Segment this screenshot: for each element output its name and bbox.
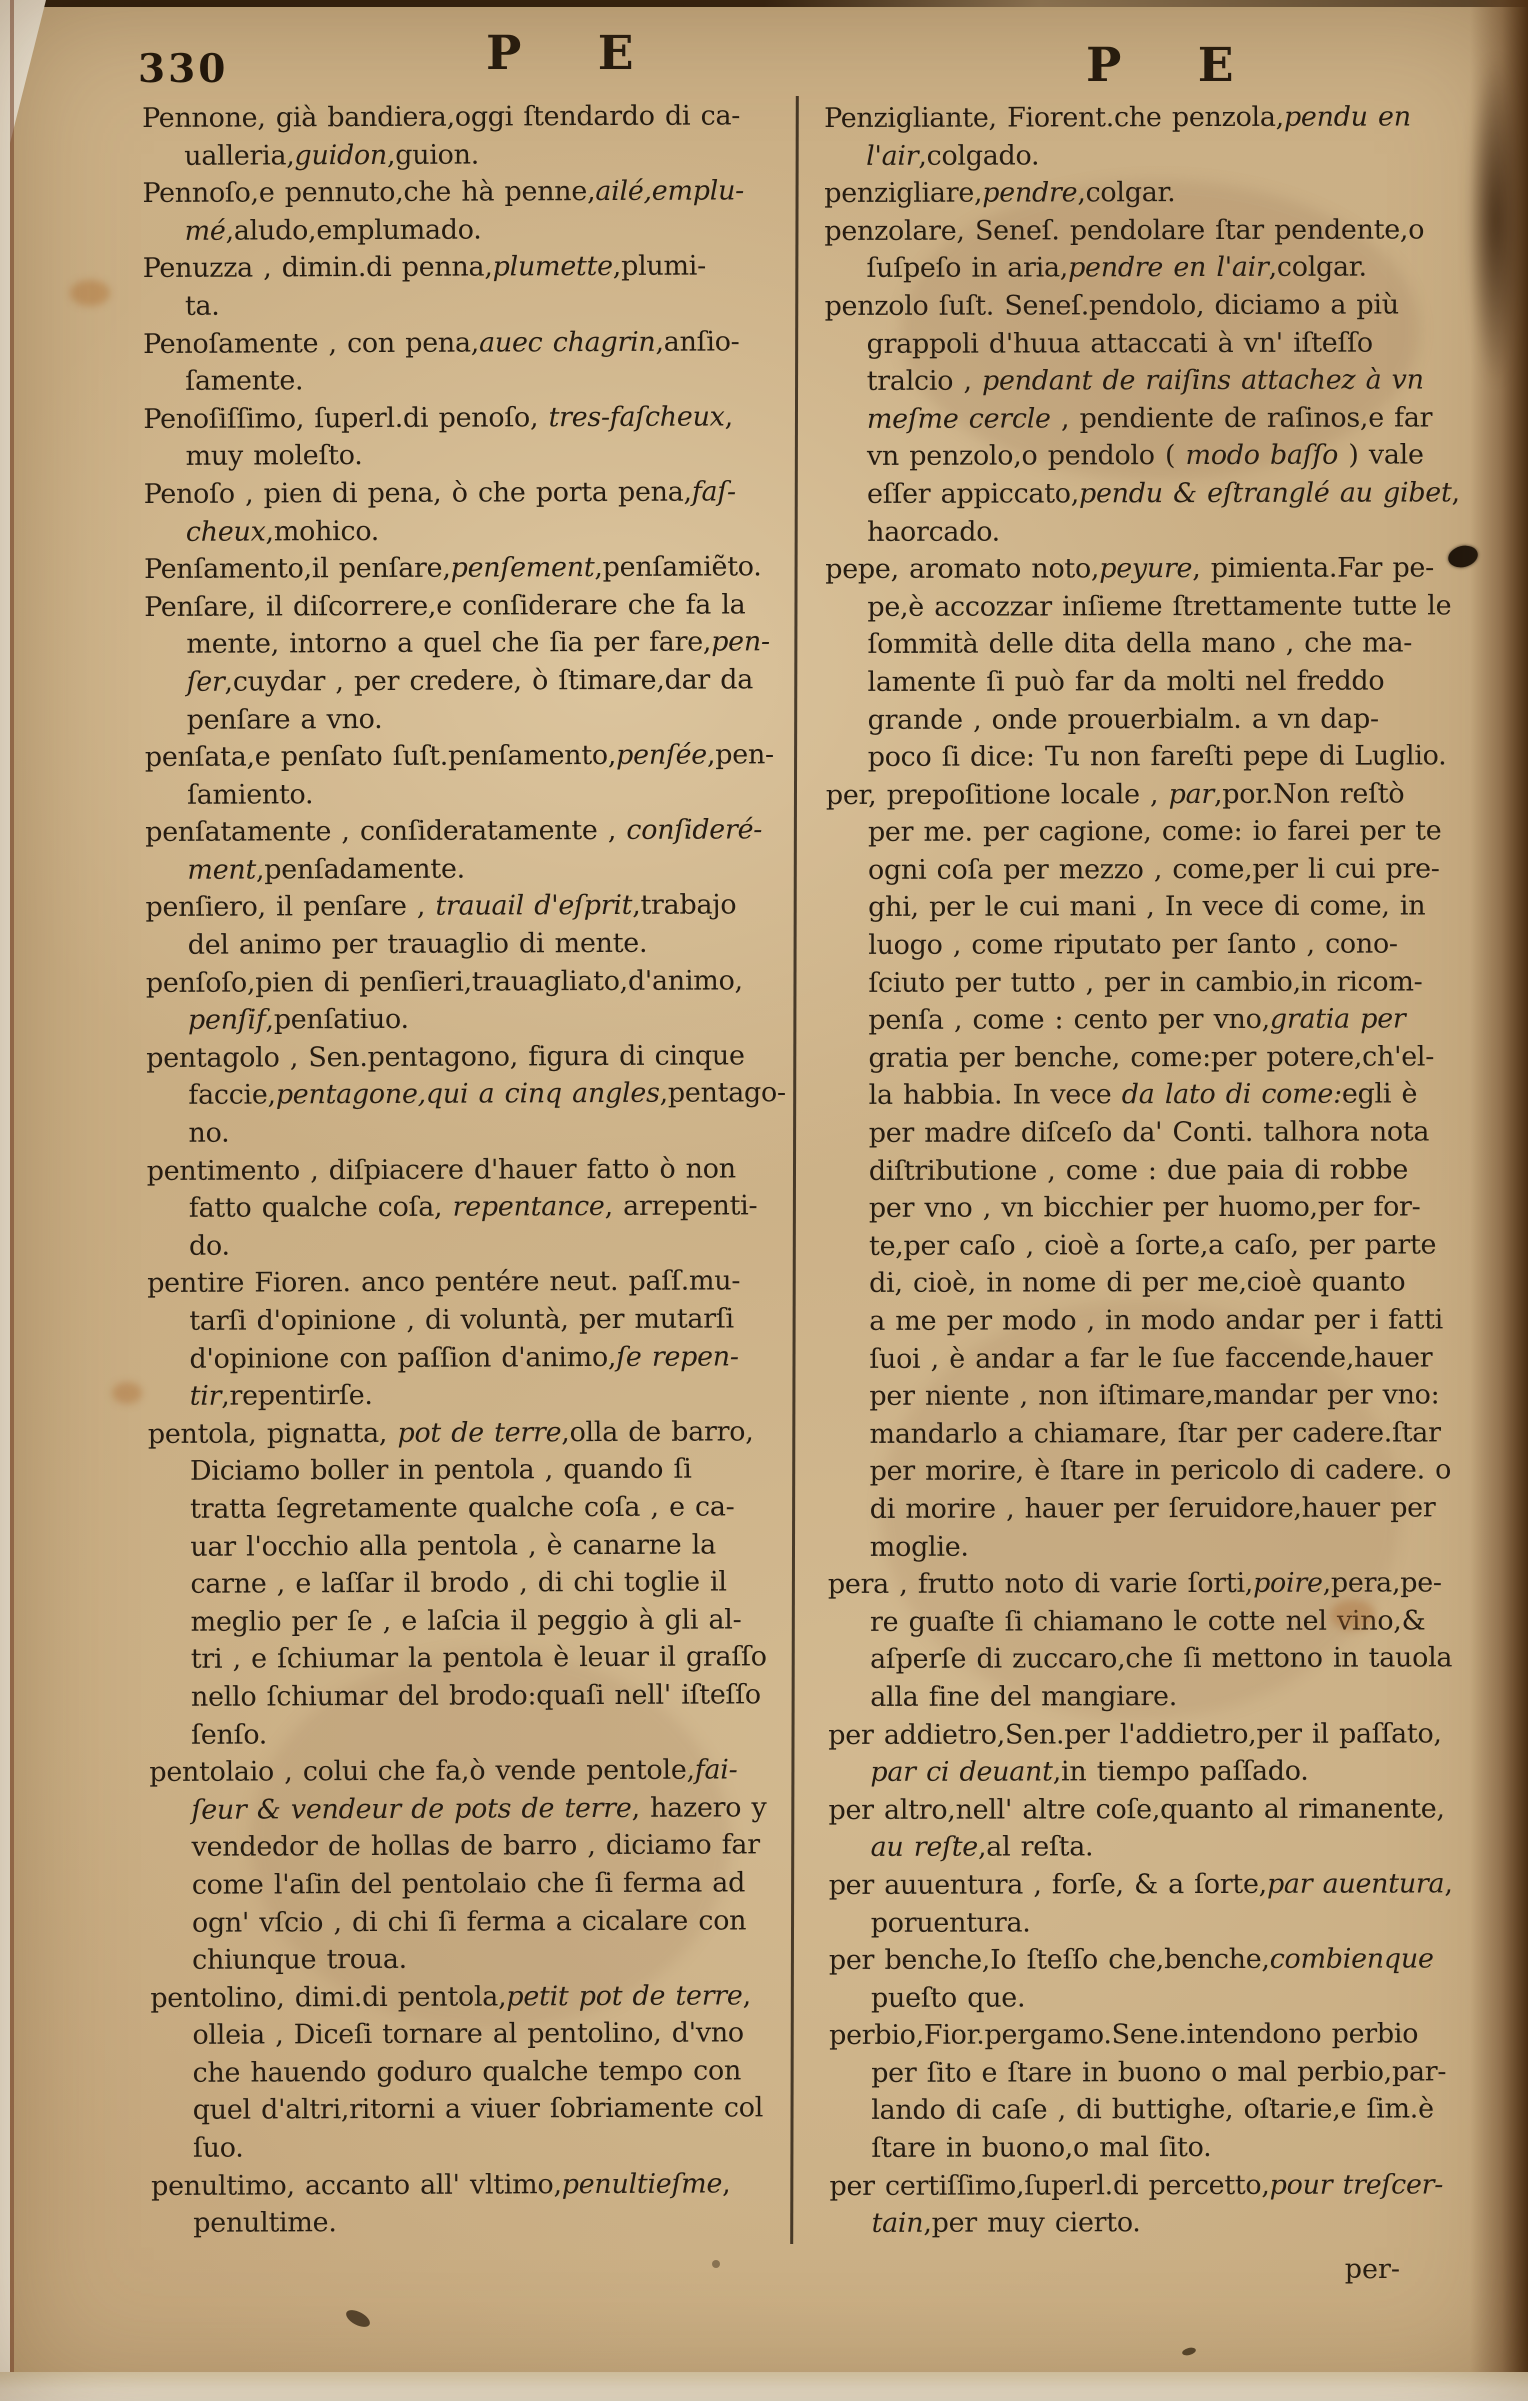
- entry-line: Penoſiſſimo, ſuperl.di penoſo, tres-faſcheux,: [143, 401, 733, 435]
- entry-line: per vno , vn bicchier per huomo,per for-: [868, 1191, 1421, 1225]
- dictionary-entry: [144, 586, 790, 739]
- entry-line: pentolaio , colui che fa,ò vende pentole,fai-: [149, 1754, 738, 1789]
- dictionary-entry: [828, 1790, 1484, 1867]
- entry-line: ſuoi , è andar a far le ſue faccende,hauer: [869, 1342, 1433, 1375]
- entry-line: ſtare in buono,o mal ſito.: [871, 2132, 1212, 2164]
- entry-line: ſuo.: [192, 2132, 244, 2164]
- entry-line: au reſte,al reſta.: [870, 1831, 1094, 1864]
- entry-line: gratia per benche, come:per potere,ch'el-: [868, 1041, 1435, 1074]
- entry-line: lando di caſe , di buttighe, oſtarie,e ſim.è: [871, 2093, 1434, 2127]
- dictionary-entry: [143, 323, 788, 401]
- entry-line: penſare a vno.: [186, 703, 383, 736]
- dictionary-entry: [144, 473, 789, 551]
- entry-line: come l'aſin del pentolaio che ſi ferma ad: [191, 1867, 746, 1901]
- catchword: per-: [1344, 2254, 1400, 2285]
- entry-line: quel d'altri,ritorni a viuer ſobriamente col: [192, 2092, 764, 2127]
- entry-line: grande , onde prouerbialm. a vn dap-: [867, 703, 1379, 736]
- entry-line: grappoli d'huua attaccati à vn' iſteſſo: [866, 327, 1373, 360]
- entry-line: pentola, pignatta, pot de terre,olla de barro,: [147, 1416, 754, 1450]
- entry-line: per, prepoſitione locale , par,por.Non reſtò: [825, 778, 1405, 811]
- dictionary-entry: [145, 736, 790, 814]
- entry-line: Penuzza , dimin.di penna,plumette,plumi-: [142, 250, 706, 285]
- entry-line: ogni coſa per mezzo , come,per li cui pre-: [867, 853, 1440, 886]
- entry-line: Diciamo boller in pentola , quando ſi: [189, 1453, 692, 1488]
- entry-line: penultimo, accanto all' vltimo,penultieſme,: [151, 2168, 731, 2202]
- dictionary-entry: [824, 98, 1480, 175]
- entry-line: do.: [188, 1230, 230, 1262]
- entry-line: ſer,cuydar , per credere, ò ſtimare,dar da: [186, 664, 754, 698]
- entry-line: penſiero, il penſare , trauail d'eſprit,trabajo: [145, 889, 737, 924]
- entry-line: poruentura.: [870, 1906, 1031, 1939]
- entry-line: perbio,Fior.pergamo.Sene.intendono perbio: [829, 2018, 1419, 2052]
- entry-line: meſme cercle , pendiente de raſinos,e far: [866, 402, 1433, 435]
- entry-line: per addietro,Sen.per l'addietro,per il paſſato,: [828, 1717, 1442, 1751]
- dictionary-entry: [829, 1865, 1485, 1942]
- entry-line: penzolo ſuſt. Seneſ.pendolo, diciamo a più: [824, 289, 1399, 322]
- entry-line: per ſito e ſtare in buono o mal perbio,par-: [871, 2056, 1447, 2089]
- entry-line: penzolare, Seneſ. pendolare ſtar pendente,o: [824, 214, 1425, 247]
- entry-line: pera , frutto noto di varie ſorti,poire,pera,pe-: [827, 1567, 1442, 1601]
- entry-line: per auuentura , forſe, & a ſorte,par auentura,: [828, 1868, 1453, 1901]
- entry-line: tain,per muy cierto.: [871, 2207, 1141, 2240]
- entry-line: fatto qualche coſa, repentance, arrepenti-: [188, 1190, 758, 1225]
- dictionary-entry: [829, 1940, 1485, 2017]
- entry-line: ſciuto per tutto , per in cambio,in ricom-: [868, 966, 1423, 999]
- page-left-edge: [0, 0, 10, 2401]
- entry-line: aſperſe di zuccaro,che ſi mettono in tauola: [870, 1642, 1453, 1676]
- entry-line: uar l'occhio alla pentola , è canarne la: [190, 1529, 716, 1563]
- entry-line: diſtributione , come : due paia di robbe: [868, 1154, 1409, 1187]
- entry-line: penſa , come : cento per vno,gratia per: [868, 1003, 1406, 1037]
- running-header-left: P E: [486, 26, 664, 81]
- dictionary-entry: [142, 172, 787, 250]
- ink-speck: [712, 2260, 720, 2268]
- dictionary-entry: [147, 1150, 792, 1266]
- entry-line: pueſto que.: [870, 1982, 1026, 2014]
- entry-line: meglio per ſe , e laſcia il peggio à gli al-: [190, 1604, 742, 1638]
- entry-line: ſeur & vendeur de pots de terre, hazero y: [191, 1792, 767, 1826]
- entry-line: poco ſi dice: Tu non fareſti pepe di Luglio.: [867, 740, 1447, 773]
- ink-speck: [343, 2307, 372, 2331]
- entry-line: haorcado.: [867, 516, 1000, 548]
- dictionary-entry: [829, 2166, 1485, 2243]
- dictionary-entry: [828, 1564, 1484, 1716]
- entry-line: pentire Fioren. anco pentére neut. paſſ.mu-: [147, 1265, 741, 1300]
- entry-line: tri , e ſchiumar la pentola è leuar il graſſo: [190, 1641, 767, 1676]
- dictionary-column-left: [142, 97, 796, 2243]
- entry-line: tarſi d'opinione , di voluntà, per mutarſi: [189, 1303, 734, 1337]
- entry-line: penſata,e penſato ſuſt.penſamento,penſée,pen-: [144, 739, 774, 774]
- dictionary-entry: [144, 548, 789, 588]
- entry-line: per madre diſceſo da' Conti. talhora nota: [868, 1116, 1430, 1149]
- entry-line: nello ſchiumar del brodo:quaſi nell' iſteſſo: [190, 1679, 761, 1713]
- page-bottom-edge: [0, 2372, 1528, 2401]
- dictionary-entry: [143, 398, 788, 476]
- entry-line: mé,aludo,emplumado.: [184, 214, 482, 247]
- entry-line: olleia , Diceſi tornare al pentolino, d'vno: [192, 2017, 744, 2052]
- entry-line: vendedor de hollas de barro , diciamo far: [191, 1829, 760, 1864]
- dictionary-entry: [148, 1413, 794, 1754]
- dictionary-entry: [824, 211, 1480, 288]
- entry-line: Penzigliante, Fiorent.che penzola,pendu en: [824, 101, 1411, 134]
- rust-stain: [70, 280, 110, 306]
- entry-line: mandarlo a chiamare, ſtar per cadere.ſtar: [869, 1417, 1441, 1450]
- entry-line: pentimento , diſpiacere d'hauer fatto ò non: [146, 1153, 736, 1187]
- dictionary-entry: [825, 549, 1482, 776]
- entry-line: carne , e laſſar il brodo , di chi toglie il: [190, 1566, 727, 1600]
- dictionary-entry: [150, 1977, 796, 2168]
- entry-line: ſenſo.: [191, 1719, 268, 1751]
- entry-line: per benche,Io ſteſſo che,benche,combienque: [828, 1943, 1434, 1977]
- dictionary-entry: [143, 248, 788, 326]
- dictionary-entry: [145, 887, 790, 965]
- dictionary-entry: [826, 775, 1484, 1566]
- entry-line: faccie,pentagone,qui a cinq angles,pentago-: [188, 1077, 786, 1112]
- entry-line: di morire , hauer per ſeruidore,hauer per: [869, 1492, 1436, 1525]
- entry-line: d'opinione con paſſion d'animo,ſe repen-: [189, 1341, 739, 1375]
- dictionary-entry: [146, 1037, 791, 1153]
- entry-line: penſatamente , conſideratamente , conſideré-: [145, 814, 763, 849]
- entry-line: Penſare, il diſcorrere,e conſiderare che fa la: [144, 589, 746, 623]
- entry-line: penſoſo,pien di penſieri,trauagliato,d'animo,: [145, 965, 743, 999]
- dictionary-entry: [828, 1715, 1484, 1792]
- rust-stain: [1330, 1600, 1376, 1630]
- entry-line: penſif,penſatiuo.: [187, 1004, 409, 1037]
- entry-line: pepe, aromato noto,peyure, pimienta.Far pe-: [825, 552, 1434, 586]
- entry-line: per certiſſimo,ſuperl.di percetto,pour treſcer-: [829, 2169, 1444, 2202]
- entry-line: chiunque troua.: [192, 1943, 407, 1976]
- entry-line: di, cioè, in nome di per me,cioè quanto: [869, 1266, 1406, 1300]
- entry-line: tralcio , pendant de raiſins attachez à vn: [866, 364, 1424, 398]
- entry-line: moglie.: [869, 1531, 969, 1563]
- entry-line: pe,è accozzar inſieme ſtrettamente tutte le: [867, 590, 1452, 623]
- page-top-edge: [0, 0, 1528, 7]
- entry-line: per altro,nell' altre coſe,quanto al rimanente,: [828, 1793, 1445, 1826]
- entry-line: luogo , come riputato per ſanto , cono-: [868, 928, 1398, 961]
- entry-line: pentagolo , Sen.pentagono, figura di cinque: [146, 1040, 745, 1074]
- entry-line: che hauendo goduro qualche tempo con: [192, 2055, 742, 2089]
- entry-line: del animo per trauaglio di mente.: [187, 927, 648, 961]
- entry-line: par ci deuant,in tiempo paſſado.: [870, 1755, 1309, 1789]
- entry-line: pentolino, dimi.di pentola,petit pot de terre,: [150, 1980, 751, 2014]
- dictionary-entry: [146, 962, 791, 1040]
- running-header-right: P E: [1086, 38, 1264, 93]
- entry-line: ualleria,guidon,guion.: [184, 139, 480, 172]
- entry-line: ſamente.: [185, 365, 304, 397]
- entry-line: tratta ſegretamente qualche coſa , e ca-: [190, 1491, 735, 1525]
- entry-line: Penoſo , pien di pena, ò che porta pena,faſ-: [143, 476, 736, 510]
- entry-line: penzigliare,pendre,colgar.: [824, 177, 1176, 210]
- entry-line: mente, intorno a quel che ſia per fare,pen-: [186, 626, 770, 661]
- dictionary-entry: [145, 811, 790, 889]
- entry-line: ſuſpeſo in aria,pendre en l'air,colgar.: [866, 251, 1367, 285]
- entry-line: muy moleſto.: [185, 440, 363, 473]
- rust-stain: [112, 1382, 142, 1404]
- dictionary-entry: [824, 173, 1480, 212]
- entry-line: eſſer appiccato,pendu & eſtranglé au gibet,: [866, 477, 1460, 510]
- entry-line: vn penzolo,o pendolo ( modo baſſo ) vale: [866, 439, 1424, 473]
- entry-line: penultime.: [193, 2207, 337, 2240]
- entry-line: ta.: [184, 290, 220, 322]
- entry-line: alla fine del mangiare.: [870, 1681, 1178, 1713]
- dictionary-entry: [151, 2165, 796, 2243]
- entry-line: Pennone, già bandiera,oggi ſtendardo di ca-: [142, 100, 741, 134]
- ink-speck: [1181, 2346, 1196, 2356]
- entry-line: lamente ſi può far da molti nel freddo: [867, 665, 1385, 698]
- entry-line: ghi, per le cui mani , In vece di come, in: [868, 890, 1426, 924]
- entry-line: ment,penſadamente.: [187, 853, 465, 886]
- entry-line: Pennoſo,e pennuto,che hà penne,ailé,emplu-: [142, 175, 745, 210]
- entry-line: ogn' vſcio , di chi ſi ferma a cicalare con: [191, 1904, 747, 1939]
- entry-line: Penſamento,il penſare,penſement,penſamiẽto.: [143, 551, 762, 586]
- entry-line: Penoſamente , con pena,auec chagrin,anſio-: [142, 325, 740, 360]
- page-number: 330: [138, 46, 229, 92]
- entry-line: per niente , non iſtimare,mandar per vno:: [869, 1379, 1440, 1413]
- entry-line: l'air,colgado.: [866, 140, 1040, 172]
- dictionary-column-right: [824, 98, 1486, 2243]
- dictionary-entry: [142, 97, 787, 175]
- entry-line: per me. per cagione, come: io farei per te: [867, 815, 1442, 849]
- entry-line: a me per modo , in modo andar per i fatti: [869, 1304, 1444, 1337]
- page-left-edge-line: [10, 0, 14, 2401]
- entry-line: tir,repentirſe.: [189, 1380, 373, 1412]
- entry-line: ſommità delle dita della mano , che ma-: [867, 627, 1413, 661]
- entry-line: la habbia. In vece da lato di come:egli è: [868, 1078, 1418, 1112]
- dictionary-entry: [147, 1263, 793, 1416]
- dictionary-entry: [829, 2016, 1485, 2168]
- entry-line: ſamiento.: [186, 778, 314, 811]
- entry-line: per morire, è ſtare in pericolo di cadere. o: [869, 1454, 1452, 1488]
- dictionary-entry: [149, 1751, 795, 1979]
- entry-line: cheux,mohico.: [185, 515, 380, 548]
- entry-line: re guaſte ſi chiamano le cotte nel vino,&: [869, 1605, 1426, 1638]
- dictionary-entry: [824, 286, 1481, 551]
- entry-line: no.: [188, 1117, 230, 1149]
- entry-line: te,per caſo , cioè a ſorte,a caſo, per parte: [868, 1229, 1437, 1262]
